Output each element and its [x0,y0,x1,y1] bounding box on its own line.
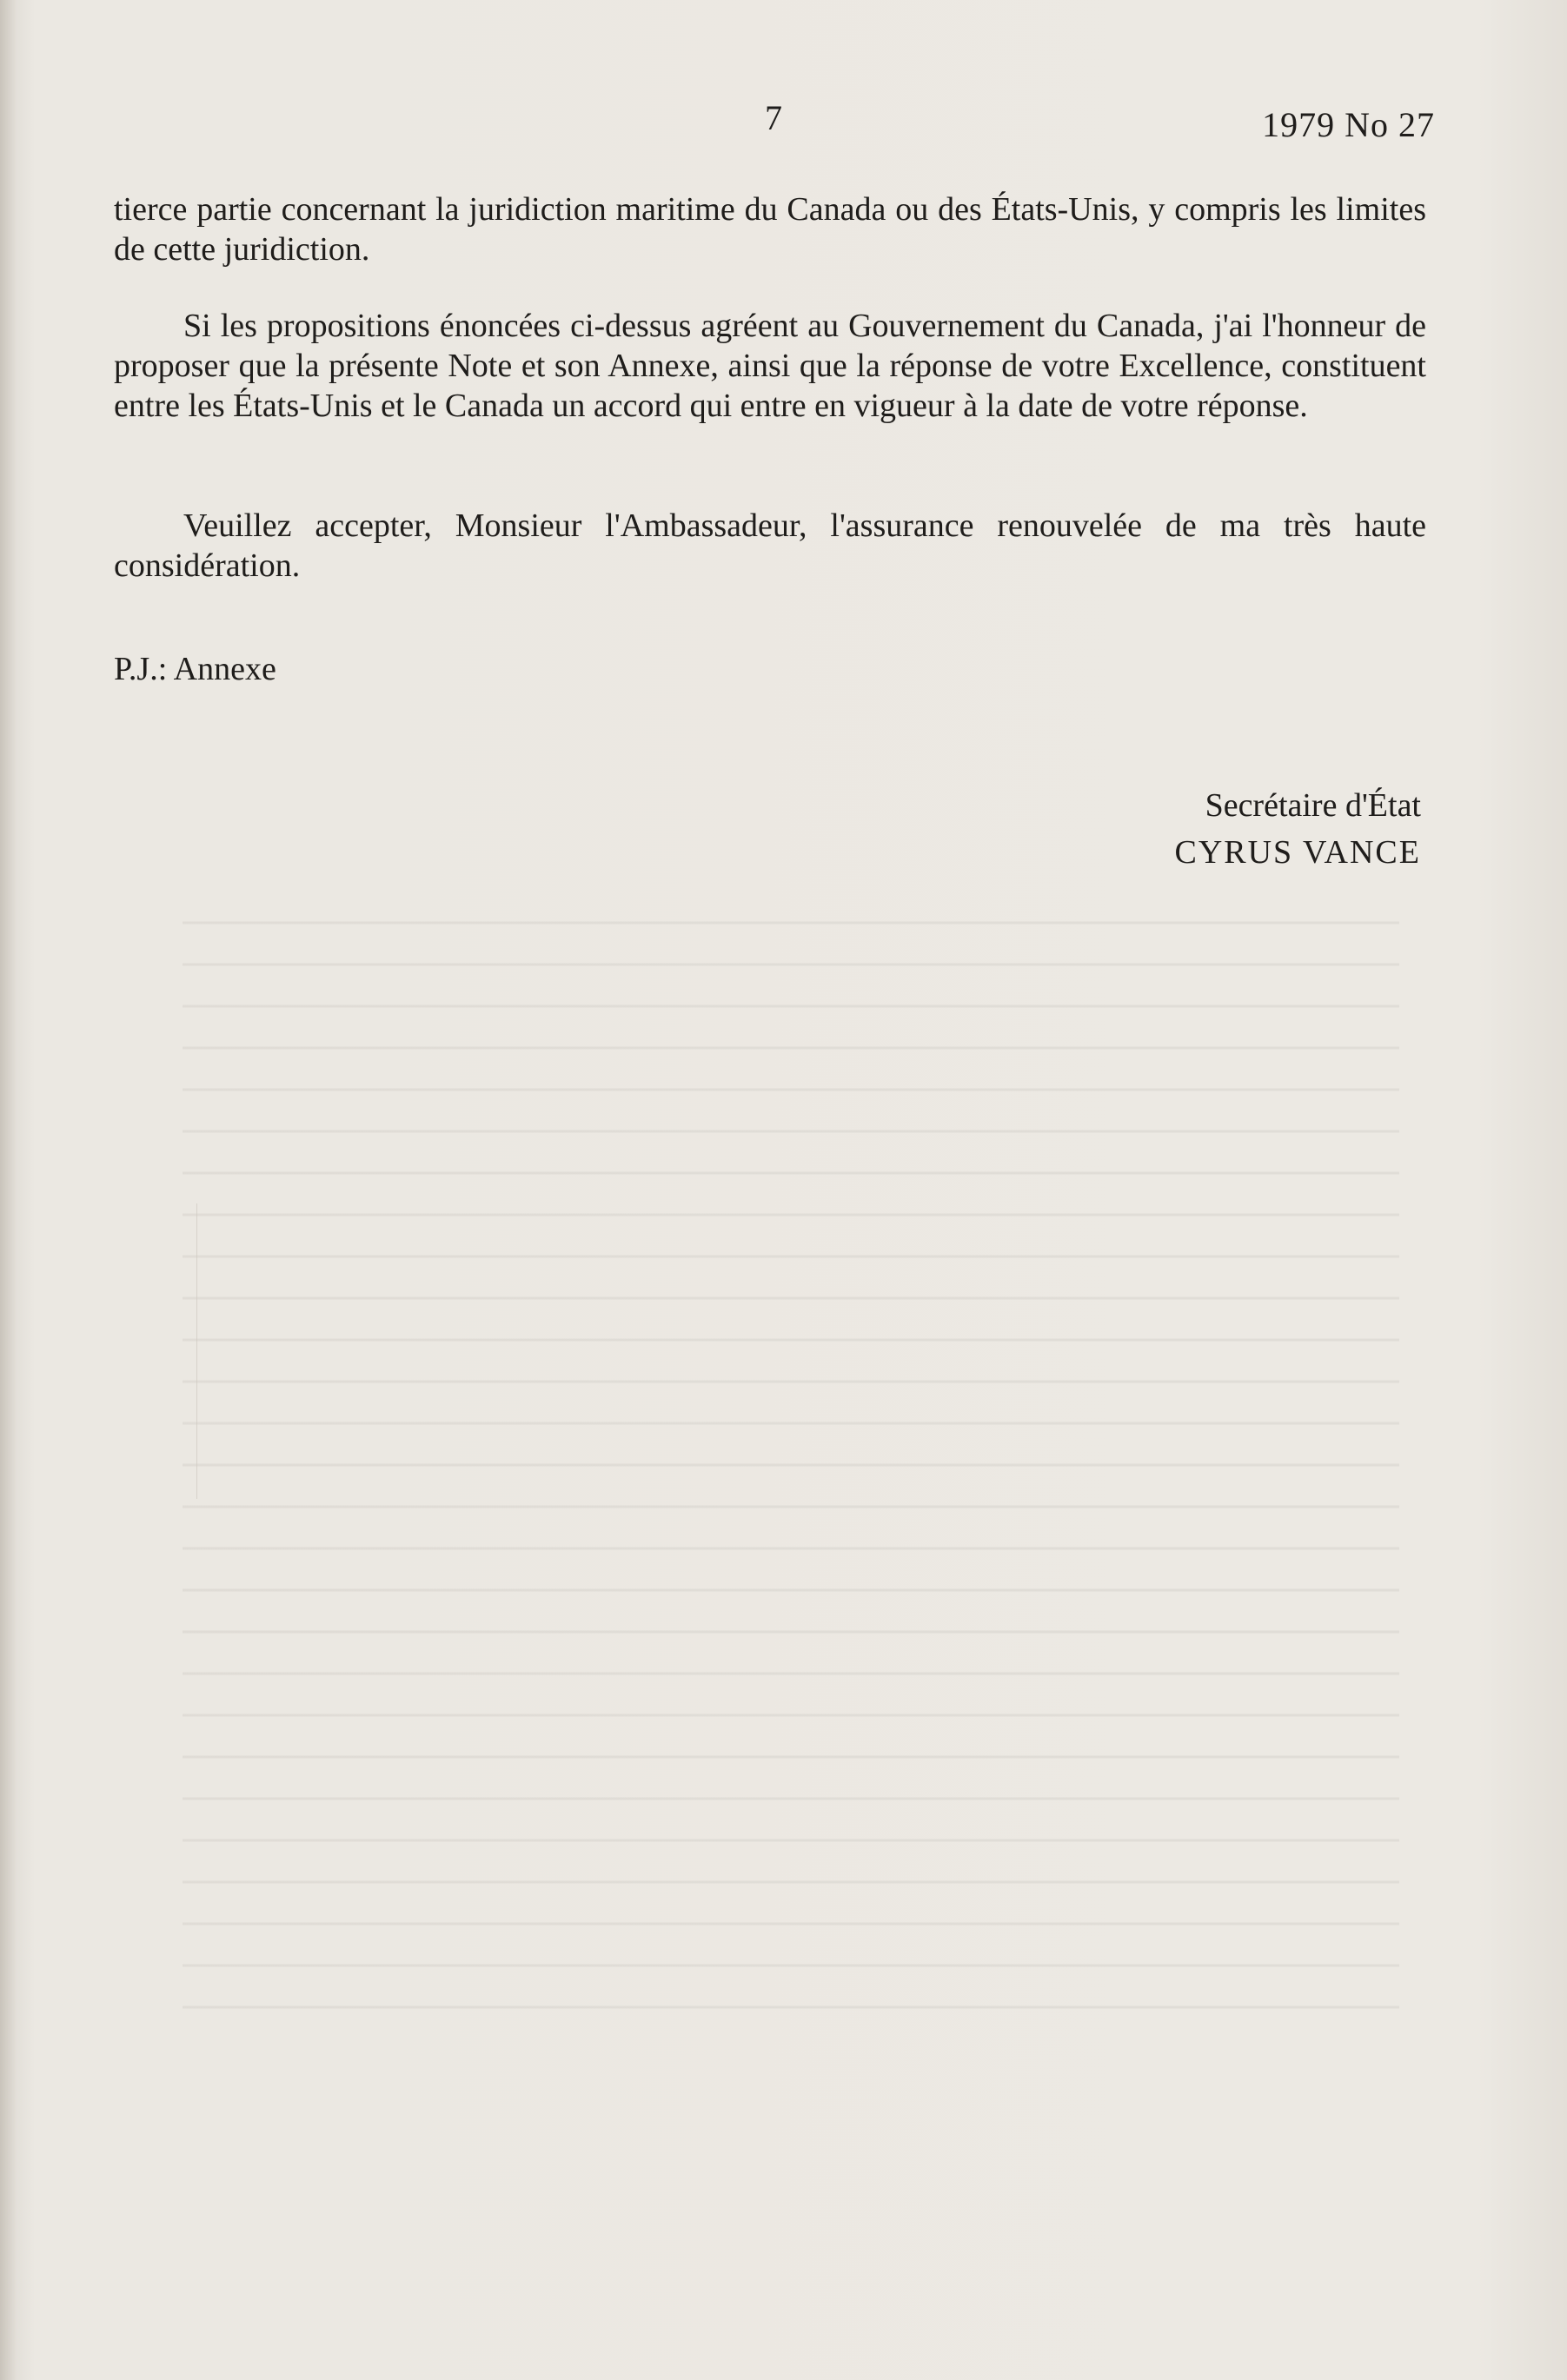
paragraph-1: tierce partie concernant la juridiction maritime du Canada ou des États-Unis, y compris les limites de cette juridiction. [114,191,1426,268]
bleed-through-text [183,895,1399,2025]
fold-line [196,1203,197,1499]
page-left-edge [0,0,16,2380]
signature-block [1174,782,1421,876]
signature-name: CYRUS VANCE [1174,834,1421,871]
enclosure-note: P.J.: Annexe [114,651,276,687]
paragraph-3: Veuillez accepter, Monsieur l'Ambassadeur, l'assurance renouvelée de ma très haute considération. [114,507,1426,584]
page-number: 7 [765,98,782,137]
paragraph-2: Si les propositions énoncées ci-dessus agréent au Gouvernement du Canada, j'ai l'honneur de proposer que la présente Note et son Annexe, ainsi que la réponse de votre Excellence, constituent entre les États-Unis et le Canada un accord qui entre en vigueur à la date de votre réponse. [114,308,1426,424]
document-year-number: 1979 No 27 [1262,105,1435,144]
signature-title: Secrétaire d'État [1205,787,1421,824]
